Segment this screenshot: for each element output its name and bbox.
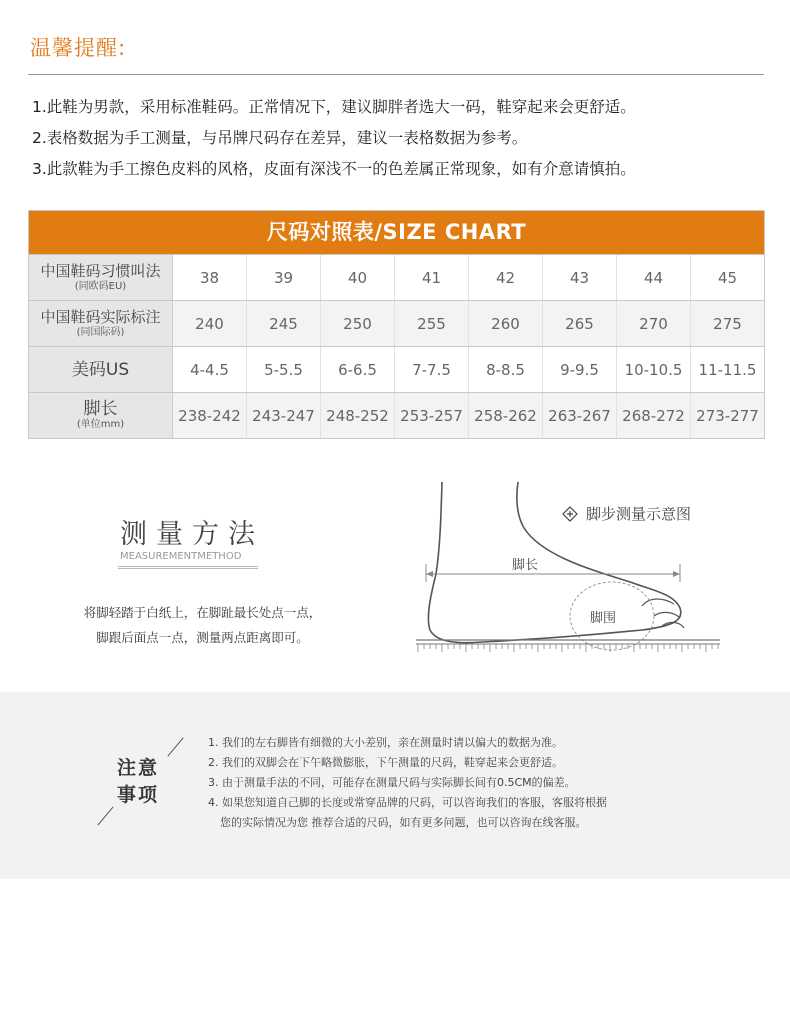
method-desc-line: 将脚轻踏于白纸上，在脚趾最长处点一点，	[83, 605, 322, 620]
tip-item: 1.此鞋为男款，采用标准鞋码。正常情况下，建议脚胖者选大一码，鞋穿起来会更舒适。	[32, 98, 636, 116]
tip-item: 2.表格数据为手工测量，与吊牌尺码存在差异，建议一表格数据为参考。	[32, 129, 528, 147]
length-label: 脚长	[512, 558, 539, 573]
tips-title: 温馨提醒:	[30, 36, 127, 60]
table-cell: 42	[469, 255, 543, 300]
row-label-cell	[29, 255, 173, 300]
notice-item: 您的实际情况为您 推荐合适的尺码，如有更多问题，也可以咨询在线客服。	[220, 816, 587, 829]
table-cell: 39	[247, 255, 321, 300]
row-label-cell	[29, 301, 173, 346]
tips-list	[32, 92, 772, 185]
row-label: 中国鞋码习惯叫法	[40, 262, 161, 280]
table-cell: 11-11.5	[698, 361, 757, 379]
table-cell: 258-262	[469, 393, 543, 438]
row-sublabel: (单位mm)	[76, 419, 125, 430]
table-row	[29, 346, 764, 392]
table-cell: 238-242	[173, 393, 247, 438]
table-cell: 43	[543, 255, 617, 300]
table-row	[29, 392, 764, 438]
table-cell: 253-257	[395, 393, 469, 438]
table-cell: 41	[395, 255, 469, 300]
row-label: 脚长	[83, 399, 118, 419]
method-desc-line: 脚跟后面点一点，测量两点距离即可。	[96, 630, 309, 645]
row-sublabel: (同国际码)	[76, 327, 125, 338]
table-cell: 260	[469, 301, 543, 346]
notice-title-line: 注意	[117, 757, 160, 779]
row-label: 中国鞋码实际标注	[40, 308, 161, 326]
notice-title	[117, 755, 159, 809]
table-cell: 275	[691, 301, 764, 346]
table-cell: 270	[617, 301, 691, 346]
foot-measure-illustration	[412, 478, 724, 660]
method-description	[60, 600, 345, 650]
table-cell: 44	[617, 255, 691, 300]
table-cell: 255	[395, 301, 469, 346]
table-cell: 268-272	[617, 393, 691, 438]
tip-item: 3.此款鞋为手工擦色皮料的风格，皮面有深浅不一的色差属正常现象，如有介意请慎拍。	[32, 160, 636, 178]
table-cell: 245	[247, 301, 321, 346]
row-sublabel: (同欧码EU)	[74, 281, 127, 292]
notice-item: 2. 我们的双脚会在下午略微膨胀，下午测量的尺码，鞋穿起来会更舒适。	[208, 756, 563, 769]
table-cell: 248-252	[321, 393, 395, 438]
table-cell: 263-267	[543, 393, 617, 438]
method-subtitle: MEASUREMENTMETHOD	[120, 551, 242, 562]
table-cell: 4-4.5	[173, 347, 247, 392]
notice-item: 3. 由于测量手法的不同，可能存在测量尺码与实际脚长间有0.5CM的偏差。	[208, 776, 576, 789]
table-row	[29, 300, 764, 346]
table-cell: 265	[543, 301, 617, 346]
method-divider	[118, 566, 258, 569]
row-label-cell	[29, 347, 173, 392]
size-chart-table	[28, 210, 765, 439]
notice-list	[208, 733, 768, 833]
table-cell: 243-247	[247, 393, 321, 438]
table-cell: 40	[321, 255, 395, 300]
notice-item: 4. 如果您知道自己脚的长度或常穿品牌的尺码，可以咨询我们的客服，客服将根据	[208, 796, 607, 809]
size-chart-title: 尺码对照表/SIZE CHART	[29, 211, 764, 254]
table-cell: 10-10.5	[617, 347, 691, 392]
diagram-caption-text: 脚步测量示意图	[586, 505, 692, 523]
table-cell: 5-5.5	[247, 347, 321, 392]
table-cell: 7-7.5	[395, 347, 469, 392]
table-cell: 8-8.5	[469, 347, 543, 392]
method-title: 测量方法	[120, 519, 264, 550]
table-cell: 240	[173, 301, 247, 346]
table-cell: 9-9.5	[543, 347, 617, 392]
notice-item: 1. 我们的左右脚皆有细微的大小差别，亲在测量时请以偏大的数据为准。	[208, 736, 563, 749]
girth-label: 脚围	[590, 611, 617, 626]
table-cell: 273-277	[691, 393, 764, 438]
table-row	[29, 254, 764, 300]
tips-divider	[28, 74, 764, 75]
table-cell: 250	[321, 301, 395, 346]
row-label: 美码US	[71, 359, 130, 380]
table-cell: 6-6.5	[321, 347, 395, 392]
row-label-cell	[29, 393, 173, 438]
notice-title-line: 事项	[117, 784, 160, 806]
table-cell: 45	[717, 269, 738, 287]
table-cell: 38	[173, 255, 247, 300]
